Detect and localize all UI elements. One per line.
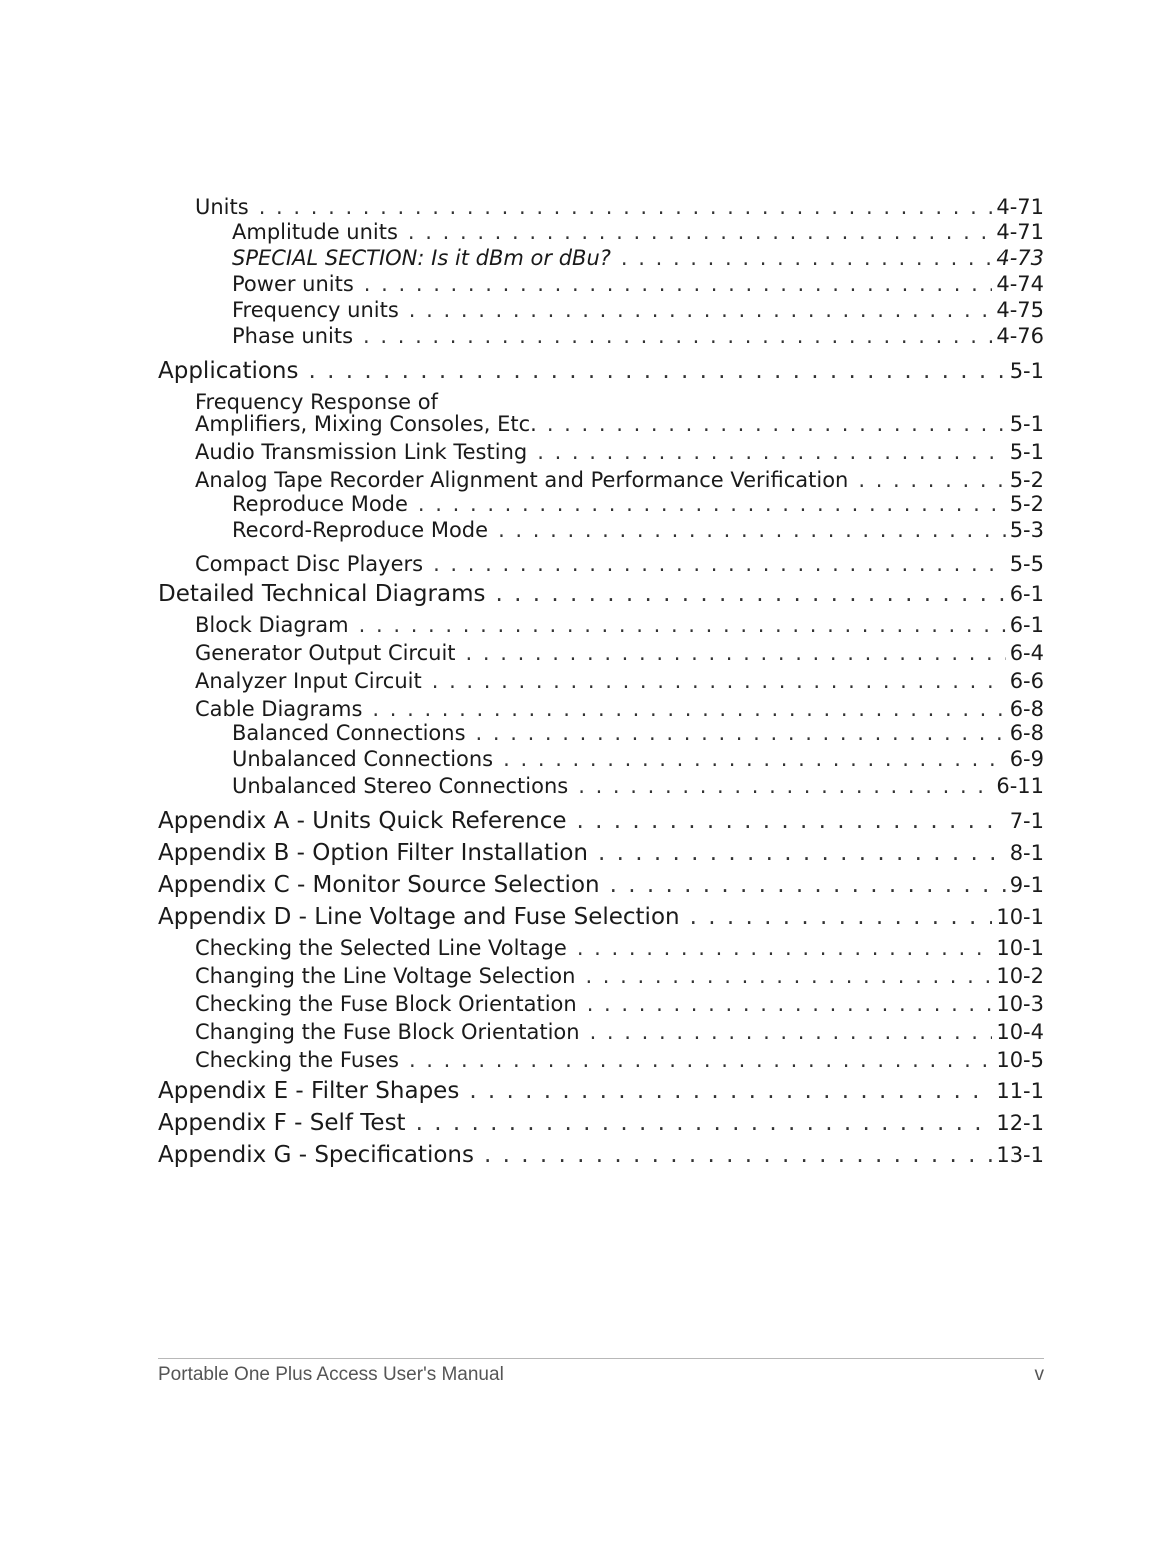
toc-entry[interactable] bbox=[195, 643, 1044, 664]
toc-leader-dots bbox=[587, 994, 993, 1015]
toc-leader-dots bbox=[610, 874, 1006, 897]
toc-leader-dots bbox=[690, 906, 993, 929]
toc-entry[interactable] bbox=[232, 494, 1044, 515]
toc-entry-title: Audio Transmission Link Testing bbox=[195, 440, 528, 464]
toc-entry[interactable] bbox=[232, 749, 1044, 770]
toc-entry[interactable] bbox=[232, 248, 1044, 269]
toc-entry[interactable] bbox=[195, 966, 1044, 987]
toc-leader-dots bbox=[469, 1080, 992, 1103]
toc-entry-page: 6-1 bbox=[1009, 582, 1044, 606]
toc-leader-dots bbox=[537, 442, 1005, 463]
toc-entry-line bbox=[195, 392, 438, 413]
toc-entry[interactable] bbox=[158, 874, 1044, 897]
toc-leader-dots bbox=[432, 671, 1006, 692]
toc-entry-page: 6-11 bbox=[996, 774, 1044, 798]
toc-leader-dots bbox=[484, 1144, 992, 1167]
toc-leader-dots bbox=[598, 842, 1006, 865]
toc-entry-title: Reproduce Mode bbox=[232, 492, 408, 516]
toc-leader-dots bbox=[578, 776, 992, 797]
toc-entry-title: Detailed Technical Diagrams bbox=[158, 581, 486, 607]
footer-page-number: v bbox=[1034, 1364, 1044, 1385]
toc-entry[interactable] bbox=[232, 776, 1044, 797]
toc-entry-title: Power units bbox=[232, 272, 354, 296]
toc-entry-title: Amplitude units bbox=[232, 220, 398, 244]
toc-leader-dots bbox=[498, 520, 1006, 541]
toc-entry-page: 11-1 bbox=[996, 1079, 1044, 1103]
toc-entry-title: Checking the Fuse Block Orientation bbox=[195, 992, 577, 1016]
toc-leader-dots bbox=[858, 470, 1005, 491]
toc-entry-title: SPECIAL SECTION: Is it dBm or dBu? bbox=[232, 246, 611, 270]
toc-leader-dots bbox=[503, 749, 1006, 770]
toc-entry-title: Appendix A - Units Quick Reference bbox=[158, 808, 567, 834]
toc-leader-dots bbox=[476, 723, 1006, 744]
toc-entry-page: 10-1 bbox=[996, 905, 1044, 929]
toc-entry-title: Units bbox=[195, 195, 249, 219]
toc-entry[interactable] bbox=[232, 723, 1044, 744]
toc-entry-page: 4-71 bbox=[996, 220, 1044, 244]
toc-entry-title: Frequency units bbox=[232, 298, 399, 322]
toc-entry-title: Analog Tape Recorder Alignment and Performance Verification bbox=[195, 468, 849, 492]
toc-entry-page: 4-71 bbox=[996, 195, 1044, 219]
toc-entry-page: 12-1 bbox=[996, 1111, 1044, 1135]
footer-divider bbox=[158, 1358, 1044, 1359]
toc-entry[interactable] bbox=[195, 470, 1044, 491]
toc-entry-page: 10-5 bbox=[996, 1048, 1044, 1072]
toc-leader-dots bbox=[590, 1022, 993, 1043]
toc-leader-dots bbox=[433, 554, 1006, 575]
toc-leader-dots bbox=[416, 1112, 993, 1135]
toc-entry-page: 4-76 bbox=[996, 324, 1044, 348]
toc-leader-dots bbox=[495, 583, 1005, 606]
toc-leader-dots bbox=[418, 494, 1006, 515]
toc-entry-title: Frequency Response of bbox=[195, 390, 438, 414]
toc-entry[interactable] bbox=[158, 360, 1044, 383]
toc-entry[interactable] bbox=[158, 842, 1044, 865]
toc-entry-page: 5-1 bbox=[1009, 440, 1044, 464]
toc-entry-title: Unbalanced Stereo Connections bbox=[232, 774, 569, 798]
toc-entry-page: 6-9 bbox=[1009, 747, 1044, 771]
toc-entry[interactable] bbox=[195, 699, 1044, 720]
toc-leader-dots bbox=[309, 360, 1006, 383]
toc-entry[interactable] bbox=[195, 994, 1044, 1015]
toc-leader-dots bbox=[585, 966, 992, 987]
toc-entry-page: 4-75 bbox=[996, 298, 1044, 322]
toc-entry-page: 10-4 bbox=[996, 1020, 1044, 1044]
toc-entry-title: Appendix E - Filter Shapes bbox=[158, 1078, 460, 1104]
toc-entry-title: Appendix G - Specifications bbox=[158, 1142, 474, 1168]
toc-leader-dots bbox=[372, 699, 1005, 720]
toc-entry-page: 8-1 bbox=[1009, 841, 1044, 865]
toc-entry[interactable] bbox=[232, 222, 1044, 243]
toc-entry-page: 5-1 bbox=[1009, 412, 1044, 436]
toc-entry[interactable] bbox=[195, 442, 1044, 463]
toc-entry-page: 5-3 bbox=[1009, 518, 1044, 542]
toc-leader-dots bbox=[364, 274, 993, 295]
toc-entry[interactable] bbox=[195, 414, 1044, 435]
toc-entry[interactable] bbox=[158, 1080, 1044, 1103]
toc-leader-dots bbox=[547, 414, 1006, 435]
toc-leader-dots bbox=[408, 222, 992, 243]
toc-entry-title: Applications bbox=[158, 358, 299, 384]
toc-entry-title: Appendix F - Self Test bbox=[158, 1110, 406, 1136]
toc-entry-page: 4-73 bbox=[996, 246, 1044, 270]
toc-entry-page: 6-8 bbox=[1009, 697, 1044, 721]
toc-entry[interactable] bbox=[158, 583, 1044, 606]
toc-leader-dots bbox=[409, 300, 993, 321]
toc-entry-title: Compact Disc Players bbox=[195, 552, 424, 576]
toc-entry-page: 5-1 bbox=[1009, 359, 1044, 383]
toc-entry[interactable] bbox=[195, 671, 1044, 692]
toc-entry[interactable] bbox=[195, 554, 1044, 575]
toc-entry[interactable] bbox=[158, 1112, 1044, 1135]
toc-entry-page: 6-6 bbox=[1009, 669, 1044, 693]
toc-leader-dots bbox=[577, 938, 993, 959]
toc-entry[interactable] bbox=[195, 1022, 1044, 1043]
toc-entry-title: Balanced Connections bbox=[232, 721, 466, 745]
toc-leader-dots bbox=[409, 1050, 992, 1071]
toc-entry-title: Record-Reproduce Mode bbox=[232, 518, 489, 542]
toc-entry-page: 10-3 bbox=[996, 992, 1044, 1016]
toc-entry[interactable] bbox=[158, 906, 1044, 929]
toc-leader-dots bbox=[359, 615, 1006, 636]
toc-entry-page: 10-2 bbox=[996, 964, 1044, 988]
toc-entry[interactable] bbox=[232, 520, 1044, 541]
toc-entry-page: 6-4 bbox=[1009, 641, 1044, 665]
toc-entry-title: Cable Diagrams bbox=[195, 697, 363, 721]
toc-entry-title: Generator Output Circuit bbox=[195, 641, 456, 665]
toc-entry[interactable] bbox=[232, 274, 1044, 295]
toc-entry-title: Changing the Line Voltage Selection bbox=[195, 964, 576, 988]
toc-entry[interactable] bbox=[232, 326, 1044, 347]
toc-entry[interactable] bbox=[232, 300, 1044, 321]
toc-entry-title: Phase units bbox=[232, 324, 354, 348]
toc-entry-title: Checking the Fuses bbox=[195, 1048, 399, 1072]
toc-entry-title: Block Diagram bbox=[195, 613, 349, 637]
toc-entry[interactable] bbox=[195, 1050, 1044, 1071]
toc-leader-dots bbox=[259, 197, 993, 218]
footer-manual-title: Portable One Plus Access User's Manual bbox=[158, 1364, 504, 1385]
toc-entry-page: 6-8 bbox=[1009, 721, 1044, 745]
toc-entry-page: 5-2 bbox=[1009, 468, 1044, 492]
toc-entry[interactable] bbox=[195, 197, 1044, 218]
toc-entry-page: 7-1 bbox=[1009, 809, 1044, 833]
toc-leader-dots bbox=[363, 326, 992, 347]
toc-entry-title: Checking the Selected Line Voltage bbox=[195, 936, 567, 960]
toc-entry-title: Appendix D - Line Voltage and Fuse Selection bbox=[158, 904, 680, 930]
toc-leader-dots bbox=[577, 810, 1006, 833]
toc-entry-page: 10-1 bbox=[996, 936, 1044, 960]
toc-entry-page: 5-5 bbox=[1009, 552, 1044, 576]
toc-entry[interactable] bbox=[195, 615, 1044, 636]
toc-leader-dots bbox=[621, 248, 992, 269]
toc-entry-page: 4-74 bbox=[996, 272, 1044, 296]
toc-entry[interactable] bbox=[195, 938, 1044, 959]
toc-leader-dots bbox=[466, 643, 1006, 664]
toc-entry-title: Amplifiers, Mixing Consoles, Etc. bbox=[195, 412, 537, 436]
toc-entry-page: 6-1 bbox=[1009, 613, 1044, 637]
toc-entry-title: Appendix B - Option Filter Installation bbox=[158, 840, 589, 866]
toc-entry-title: Appendix C - Monitor Source Selection bbox=[158, 872, 600, 898]
toc-entry-title: Changing the Fuse Block Orientation bbox=[195, 1020, 580, 1044]
toc-entry-title: Unbalanced Connections bbox=[232, 747, 494, 771]
toc-entry-page: 9-1 bbox=[1009, 873, 1044, 897]
toc-entry[interactable] bbox=[158, 1144, 1044, 1167]
toc-entry[interactable] bbox=[158, 810, 1044, 833]
toc-entry-page: 13-1 bbox=[996, 1143, 1044, 1167]
toc-entry-title: Analyzer Input Circuit bbox=[195, 669, 422, 693]
toc-entry-page: 5-2 bbox=[1009, 492, 1044, 516]
